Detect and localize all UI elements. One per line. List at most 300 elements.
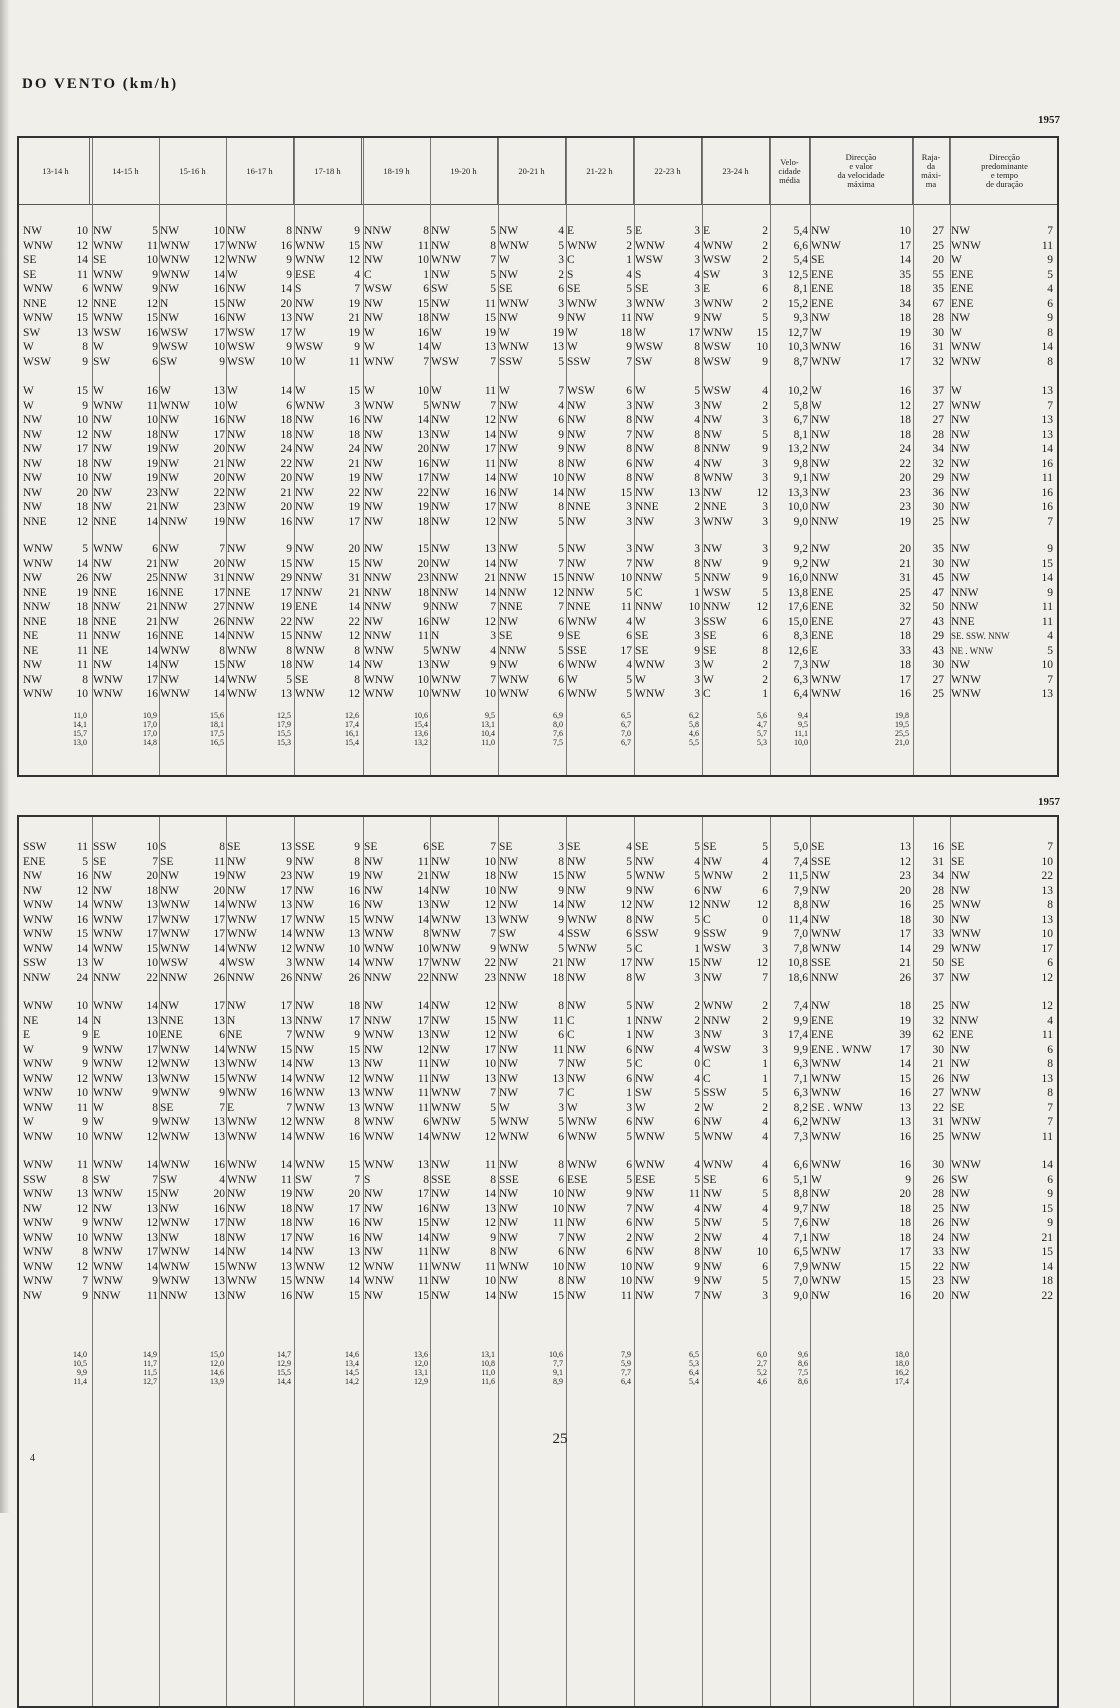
predominant-duration: 7 bbox=[1047, 399, 1053, 412]
hour-cell bbox=[566, 571, 634, 585]
wind-direction: NW bbox=[703, 486, 723, 499]
wind-speed: 16 bbox=[280, 515, 292, 528]
wind-speed: 9 bbox=[762, 355, 768, 368]
hour-cell bbox=[566, 1028, 634, 1042]
hour-cell bbox=[363, 1072, 431, 1086]
wind-direction: C bbox=[635, 586, 643, 599]
hour-cell bbox=[634, 869, 702, 883]
wind-direction: NW bbox=[431, 312, 451, 324]
hour-cell bbox=[92, 282, 160, 296]
wind-direction: WSW bbox=[227, 957, 256, 969]
wind-direction: NW bbox=[23, 501, 43, 513]
wind-direction: NW bbox=[23, 472, 43, 484]
summary-value: 5,8 bbox=[689, 720, 699, 729]
hour-cell bbox=[430, 1028, 498, 1042]
hour-cell bbox=[566, 1173, 634, 1187]
predominant-duration: 7 bbox=[1047, 225, 1053, 237]
max-direction: NW bbox=[811, 899, 831, 911]
wind-direction: NNW bbox=[160, 515, 188, 528]
hour-cell bbox=[294, 1274, 362, 1288]
wind-speed: 14 bbox=[280, 1246, 292, 1258]
hour-cell bbox=[498, 629, 566, 643]
predominant-cell bbox=[950, 913, 1055, 927]
summary-value: 7,7 bbox=[553, 1359, 563, 1368]
hour-column-header: 16-17 h bbox=[226, 138, 294, 204]
predominant-duration: 9 bbox=[1047, 312, 1053, 324]
wind-direction: SW bbox=[635, 355, 653, 368]
max-direction: NW bbox=[811, 1000, 831, 1012]
wind-speed: 4 bbox=[694, 457, 700, 470]
hour-cell bbox=[702, 428, 770, 442]
wind-speed: 17 bbox=[280, 326, 292, 339]
hour-cell bbox=[294, 1086, 362, 1100]
wind-speed: 23 bbox=[484, 971, 496, 984]
gust-value: 30 bbox=[932, 659, 944, 671]
hour-cell bbox=[634, 297, 702, 311]
wind-speed: 9 bbox=[762, 557, 768, 570]
hour-cell bbox=[498, 999, 566, 1013]
wind-direction: NW bbox=[567, 870, 587, 882]
max-direction: WNW bbox=[811, 1087, 842, 1099]
hour-cell bbox=[92, 1216, 160, 1230]
wind-speed: 2 bbox=[694, 501, 700, 513]
wind-speed: 10 bbox=[213, 399, 225, 412]
wind-direction: WNW bbox=[295, 1029, 326, 1041]
wind-direction: NW bbox=[635, 913, 655, 926]
wind-speed: 14 bbox=[146, 644, 158, 657]
summary-value: 13,9 bbox=[210, 1377, 224, 1386]
wind-speed: 6 bbox=[286, 399, 292, 412]
summary-value: 10,6 bbox=[549, 1350, 563, 1359]
hour-cell bbox=[566, 1274, 634, 1288]
predominant-cell bbox=[950, 1057, 1055, 1071]
wind-direction: NW bbox=[431, 1289, 451, 1302]
hour-cell bbox=[22, 884, 90, 898]
wind-direction: WNW bbox=[160, 913, 191, 926]
wind-direction: WNW bbox=[227, 673, 258, 686]
wind-speed: 12 bbox=[348, 1072, 360, 1085]
hour-cell bbox=[159, 673, 227, 687]
wind-speed: 4 bbox=[762, 1202, 768, 1215]
wind-speed: 19 bbox=[348, 297, 360, 310]
wind-speed: 14 bbox=[280, 928, 292, 940]
wind-speed: 5 bbox=[626, 942, 632, 955]
wind-speed: 9 bbox=[152, 1116, 158, 1128]
wind-direction: NW bbox=[499, 855, 519, 868]
max-speed: 26 bbox=[899, 971, 911, 984]
wind-direction: WNW bbox=[227, 1043, 258, 1056]
hour-cell bbox=[430, 1216, 498, 1230]
wind-direction: SE bbox=[567, 630, 581, 642]
wind-speed: 5 bbox=[762, 586, 768, 599]
gust-value: 27 bbox=[932, 399, 944, 412]
hour-cell bbox=[226, 644, 294, 658]
hour-cell bbox=[159, 1130, 227, 1144]
wind-direction: W bbox=[23, 1116, 34, 1128]
mean-speed: 6,6 bbox=[793, 239, 808, 252]
predominant-cell bbox=[950, 1086, 1055, 1100]
summary-value: 14,0 bbox=[73, 1350, 87, 1359]
wind-direction: NW bbox=[499, 501, 519, 513]
wind-speed: 8 bbox=[423, 1173, 429, 1186]
wind-direction: NW bbox=[499, 515, 519, 528]
hour-cell bbox=[498, 1260, 566, 1274]
hour-cell bbox=[22, 340, 90, 354]
hour-cell bbox=[363, 486, 431, 500]
mean-speed: 16,0 bbox=[787, 572, 808, 584]
hour-cell bbox=[702, 253, 770, 267]
wind-direction: W bbox=[93, 341, 104, 353]
wind-speed: 10 bbox=[620, 572, 632, 584]
wind-direction: SE bbox=[703, 630, 717, 642]
wind-direction: NW bbox=[567, 414, 587, 426]
hour-cell bbox=[22, 1289, 90, 1303]
wind-direction: NW bbox=[635, 515, 655, 528]
wind-direction: SE bbox=[635, 841, 649, 853]
mean-speed: 6,3 bbox=[793, 1087, 808, 1099]
hour-cell bbox=[159, 268, 227, 282]
wind-direction: WNW bbox=[635, 659, 666, 671]
wind-direction: NE bbox=[23, 1014, 39, 1027]
wind-direction: WNW bbox=[499, 239, 530, 252]
wind-speed: 6 bbox=[152, 543, 158, 555]
max-speed-cell bbox=[810, 224, 913, 238]
wind-speed: 11 bbox=[417, 1260, 429, 1273]
max-direction: NW bbox=[811, 1202, 831, 1215]
wind-direction: NW bbox=[295, 472, 315, 484]
hour-cell bbox=[634, 586, 702, 600]
wind-speed: 16 bbox=[146, 385, 158, 397]
wind-speed: 7 bbox=[152, 1173, 158, 1186]
hour-cell bbox=[702, 1187, 770, 1201]
wind-speed: 16 bbox=[417, 1202, 429, 1215]
wind-direction: NW bbox=[431, 1072, 451, 1085]
wind-speed: 16 bbox=[146, 630, 158, 642]
mean-speed: 9,8 bbox=[793, 457, 808, 470]
predominant-direction: SW bbox=[951, 1173, 969, 1186]
wind-direction: W bbox=[364, 326, 375, 339]
predominant-cell bbox=[950, 600, 1055, 614]
hour-cell bbox=[159, 1231, 227, 1245]
wind-direction: W bbox=[499, 1101, 510, 1114]
wind-speed: 11 bbox=[552, 1043, 564, 1056]
wind-direction: NW bbox=[364, 1231, 384, 1244]
max-direction: NW bbox=[811, 870, 831, 882]
gust-value: 28 bbox=[932, 312, 944, 324]
wind-speed: 20 bbox=[280, 501, 292, 513]
hour-cell bbox=[226, 340, 294, 354]
gust-value: 30 bbox=[932, 1159, 944, 1171]
wind-direction: NW bbox=[635, 1260, 655, 1273]
summary-value: 13,6 bbox=[414, 1350, 428, 1359]
wind-direction: NNW bbox=[364, 630, 392, 642]
wind-speed: 12 bbox=[76, 297, 88, 310]
hour-cell bbox=[294, 457, 362, 471]
hour-cell bbox=[294, 1173, 362, 1187]
wind-speed: 10 bbox=[484, 1275, 496, 1287]
wind-direction: NNE bbox=[23, 586, 47, 599]
mean-speed: 12,5 bbox=[787, 268, 808, 281]
table-row bbox=[19, 927, 1057, 941]
predominant-cell bbox=[950, 457, 1055, 471]
wind-speed: 14 bbox=[280, 1072, 292, 1085]
hour-cell bbox=[498, 1173, 566, 1187]
wind-direction: SSW bbox=[703, 615, 727, 628]
hour-cell bbox=[363, 1028, 431, 1042]
wind-direction: NW bbox=[431, 501, 451, 513]
hour-cell bbox=[226, 898, 294, 912]
wind-speed: 15 bbox=[280, 1275, 292, 1287]
max-speed: 18 bbox=[899, 630, 911, 642]
wind-speed: 19 bbox=[552, 326, 564, 339]
wind-direction: NW bbox=[160, 557, 180, 570]
hour-cell bbox=[22, 1115, 90, 1129]
wind-speed: 14 bbox=[76, 899, 88, 911]
table-row bbox=[19, 457, 1057, 471]
wind-speed: 11 bbox=[417, 630, 429, 642]
hour-cell bbox=[92, 615, 160, 629]
wind-direction: NW bbox=[364, 457, 384, 470]
wind-direction: WNW bbox=[23, 913, 54, 926]
hour-cell bbox=[363, 1086, 431, 1100]
hour-cell bbox=[226, 673, 294, 687]
max-speed: 18 bbox=[899, 1217, 911, 1229]
wind-direction: NW bbox=[160, 472, 180, 484]
wind-direction: NW bbox=[703, 1188, 723, 1200]
wind-speed: 15 bbox=[146, 312, 158, 324]
wind-direction: SE bbox=[499, 841, 513, 853]
wind-speed: 8 bbox=[558, 855, 564, 868]
wind-direction: NW bbox=[635, 1188, 655, 1200]
hour-cell bbox=[702, 1086, 770, 1100]
wind-speed: 8 bbox=[626, 443, 632, 455]
hour-cell bbox=[294, 355, 362, 369]
table-row bbox=[19, 1216, 1057, 1230]
summary-value: 7,5 bbox=[798, 1368, 808, 1377]
wind-speed: 11 bbox=[484, 1159, 496, 1171]
wind-direction: W bbox=[227, 399, 238, 412]
hour-cell bbox=[226, 542, 294, 556]
hour-cell bbox=[22, 644, 90, 658]
wind-speed: 8 bbox=[354, 1116, 360, 1128]
hour-cell bbox=[430, 557, 498, 571]
summary-value: 5,5 bbox=[689, 738, 699, 747]
hour-cell bbox=[159, 913, 227, 927]
hour-cell bbox=[92, 413, 160, 427]
wind-direction: C bbox=[635, 1058, 643, 1070]
wind-direction: WSW bbox=[635, 254, 664, 266]
hour-cell bbox=[92, 1014, 160, 1028]
wind-direction: NNE bbox=[227, 586, 251, 599]
hour-cell bbox=[226, 1043, 294, 1057]
predominant-duration: 9 bbox=[1047, 586, 1053, 599]
wind-direction: SSW bbox=[93, 841, 117, 853]
wind-speed: 12 bbox=[484, 899, 496, 911]
wind-speed: 8 bbox=[626, 971, 632, 984]
wind-table-lower bbox=[17, 815, 1059, 1708]
hour-cell bbox=[92, 898, 160, 912]
wind-direction: S bbox=[567, 268, 574, 281]
wind-direction: NW bbox=[499, 472, 519, 484]
wind-direction: NW bbox=[364, 312, 384, 324]
max-speed-cell bbox=[810, 457, 913, 471]
wind-direction: NW bbox=[431, 1058, 451, 1070]
hour-cell bbox=[22, 673, 90, 687]
hour-cell bbox=[92, 253, 160, 267]
wind-direction: NW bbox=[499, 428, 519, 441]
hour-cell bbox=[430, 1057, 498, 1071]
wind-speed: 6 bbox=[558, 414, 564, 426]
wind-speed: 15 bbox=[552, 870, 564, 882]
hour-cell bbox=[363, 658, 431, 672]
wind-speed: 5 bbox=[423, 644, 429, 657]
wind-direction: SE bbox=[23, 268, 37, 281]
wind-direction: NW bbox=[567, 971, 587, 984]
max-direction: WNW bbox=[811, 1058, 842, 1070]
hour-cell bbox=[430, 224, 498, 238]
mean-speed: 8,3 bbox=[793, 630, 808, 642]
hour-cell bbox=[92, 1072, 160, 1086]
gust-value: 25 bbox=[932, 688, 944, 700]
hour-cell bbox=[702, 457, 770, 471]
wind-direction: NW bbox=[227, 1231, 247, 1244]
predominant-duration: 7 bbox=[1047, 841, 1053, 853]
summary-row bbox=[19, 1377, 1057, 1386]
hour-cell bbox=[22, 442, 90, 456]
hour-cell bbox=[566, 224, 634, 238]
wind-table-upper bbox=[17, 136, 1059, 777]
wind-speed: 13 bbox=[280, 899, 292, 911]
summary-value: 5,3 bbox=[757, 738, 767, 747]
hour-cell bbox=[22, 1231, 90, 1245]
hour-cell bbox=[702, 471, 770, 485]
summary-value: 9,5 bbox=[798, 720, 808, 729]
hour-cell bbox=[566, 1057, 634, 1071]
wind-speed: 15 bbox=[484, 312, 496, 324]
gust-value: 30 bbox=[932, 326, 944, 339]
hour-cell bbox=[226, 1115, 294, 1129]
wind-direction: WNW bbox=[93, 1043, 124, 1056]
wind-direction: SW bbox=[23, 326, 41, 339]
wind-speed: 10 bbox=[417, 688, 429, 700]
wind-direction: NW bbox=[567, 1072, 587, 1085]
wind-speed: 22 bbox=[348, 615, 360, 628]
wind-speed: 25 bbox=[146, 572, 158, 584]
wind-speed: 18 bbox=[76, 615, 88, 628]
wind-direction: ESE bbox=[295, 268, 316, 281]
hour-cell bbox=[363, 1231, 431, 1245]
hour-cell bbox=[634, 1028, 702, 1042]
gust-value: 23 bbox=[932, 1275, 944, 1287]
wind-direction: WNW bbox=[160, 899, 191, 911]
wind-direction: WNW bbox=[23, 1260, 54, 1273]
hour-cell bbox=[566, 629, 634, 643]
hour-cell bbox=[92, 927, 160, 941]
max-speed: 39 bbox=[899, 1029, 911, 1041]
wind-speed: 16 bbox=[484, 486, 496, 499]
hour-cell bbox=[634, 855, 702, 869]
wind-speed: 4 bbox=[558, 225, 564, 237]
wind-speed: 20 bbox=[417, 557, 429, 570]
hour-cell bbox=[92, 855, 160, 869]
wind-direction: WNW bbox=[23, 688, 54, 700]
wind-speed: 19 bbox=[146, 457, 158, 470]
wind-direction: NW bbox=[431, 428, 451, 441]
wind-speed: 2 bbox=[694, 1014, 700, 1027]
hour-cell bbox=[294, 644, 362, 658]
wind-direction: NW bbox=[364, 1188, 384, 1200]
wind-direction: NW bbox=[295, 443, 315, 455]
hour-cell bbox=[702, 971, 770, 985]
wind-speed: 9 bbox=[694, 1260, 700, 1273]
hour-cell bbox=[363, 442, 431, 456]
wind-speed: 9 bbox=[354, 841, 360, 853]
hour-cell bbox=[159, 1086, 227, 1100]
gust-value: 31 bbox=[932, 1116, 944, 1128]
hour-cell bbox=[294, 297, 362, 311]
wind-speed: 13 bbox=[213, 1275, 225, 1287]
max-direction: SE bbox=[811, 254, 825, 266]
predominant-direction: WNW bbox=[951, 942, 982, 955]
wind-direction: WNW bbox=[93, 913, 124, 926]
wind-direction: NW bbox=[499, 615, 519, 628]
table-row bbox=[19, 971, 1057, 985]
hour-cell bbox=[430, 898, 498, 912]
wind-direction: NW bbox=[364, 899, 384, 911]
wind-direction: WNW bbox=[23, 899, 54, 911]
hour-cell bbox=[363, 971, 431, 985]
hour-cell bbox=[159, 457, 227, 471]
hour-cell bbox=[92, 586, 160, 600]
hour-cell bbox=[294, 428, 362, 442]
predominant-cell bbox=[950, 1130, 1055, 1144]
max-direction: ENE bbox=[811, 1014, 834, 1027]
wind-direction: SSW bbox=[567, 355, 591, 368]
max-direction: WNW bbox=[811, 673, 842, 686]
hour-cell bbox=[159, 1072, 227, 1086]
hour-cell bbox=[92, 340, 160, 354]
summary-value: 15,0 bbox=[210, 1350, 224, 1359]
wind-direction: SW bbox=[295, 1173, 313, 1186]
summary-value: 9,4 bbox=[798, 711, 808, 720]
max-speed: 18 bbox=[899, 1231, 911, 1244]
wind-speed: 8 bbox=[694, 1246, 700, 1258]
wind-speed: 15 bbox=[280, 557, 292, 570]
wind-speed: 15 bbox=[417, 543, 429, 555]
wind-direction: NNW bbox=[227, 601, 255, 613]
predominant-direction: NW bbox=[951, 572, 971, 584]
wind-direction: WNW bbox=[567, 297, 598, 310]
hour-cell bbox=[430, 1231, 498, 1245]
mean-speed: 12,6 bbox=[787, 644, 808, 657]
max-speed: 21 bbox=[899, 957, 911, 969]
wind-direction: NNE bbox=[93, 615, 117, 628]
wind-direction: NW bbox=[499, 1275, 519, 1287]
hour-cell bbox=[363, 1130, 431, 1144]
summary-value: 12,0 bbox=[210, 1359, 224, 1368]
wind-speed: 6 bbox=[558, 1173, 564, 1186]
wind-speed: 3 bbox=[762, 457, 768, 470]
hour-cell bbox=[702, 869, 770, 883]
wind-direction: NW bbox=[23, 1289, 43, 1302]
hour-column-header: 17-18 h bbox=[294, 138, 362, 204]
gust-value: 20 bbox=[932, 1289, 944, 1302]
wind-direction: WNW bbox=[295, 1072, 326, 1085]
wind-speed: 11 bbox=[417, 239, 429, 252]
wind-speed: 8 bbox=[286, 644, 292, 657]
hour-cell bbox=[634, 239, 702, 253]
hour-cell bbox=[92, 557, 160, 571]
